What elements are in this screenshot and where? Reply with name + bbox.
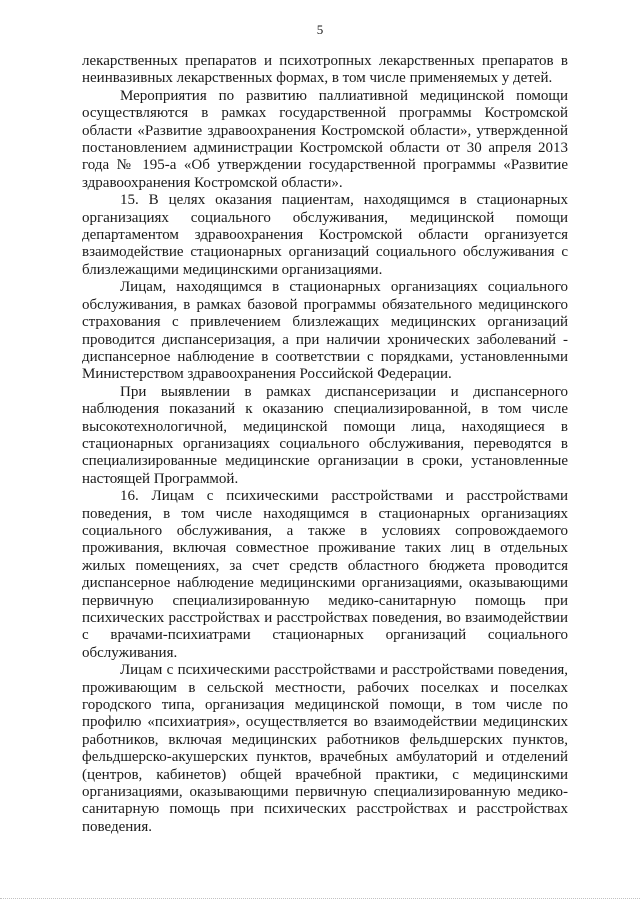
- paragraph-rural-care: Лицам с психическими расстройствами и расстройствами поведения, проживающим в сельской местности, рабочих поселках и поселках городского типа, организация медицинской помощи, в том числе по профилю «психиатрия», осуществляется во взаимодействии медицинских работников, включая медицинских работников фельдшерских пунктов, фельдшерско-акушерских пунктов, врачебных амбулаторий и отделений (центров, кабинетов) общей врачебной практики, с медицинскими организациями, оказывающими первичную специализированную медико-санитарную помощь при психических расстройствах и расстройствах поведения.: [82, 662, 568, 835]
- page-number: 5: [316, 22, 324, 37]
- paragraph-dispensary-exam: Лицам, находящимся в стационарных организациях социального обслуживания, в рамках базовой программы обязательного медицинского страхования с привлечением близлежащих медицинских организаций проводится диспансеризация, а при наличии хронических заболеваний - диспансерное наблюдение в соответствии с порядками, установленными Министерством здравоохранения Российской Федерации.: [82, 279, 568, 383]
- document-body: [82, 53, 568, 836]
- paragraph-item-15: 15. В целях оказания пациентам, находящимся в стационарных организациях социального обслуживания, медицинской помощи департаментом здравоохранения Костромской области организуется взаимодействие стационарных организаций социального обслуживания с близлежащими медицинскими организациями.: [82, 192, 568, 278]
- scan-edge-artifact: [0, 898, 640, 903]
- paragraph-specialized-care: При выявлении в рамках диспансеризации и диспансерного наблюдения показаний к оказанию специализированной, в том числе высокотехнологичной, медицинской помощи лица, находящиеся в стационарных организациях социального обслуживания, переводятся в специализированные медицинские организации в сроки, установленные настоящей Программой.: [82, 383, 568, 487]
- paragraph-item-16: 16. Лицам с психическими расстройствами и расстройствами поведения, в том числе находящимся в стационарных организациях социального обслуживания, а также в условиях сопровождаемого проживания, включая совместное проживание таких лиц в отдельных жилых помещениях, за счет средств областного бюджета проводится диспансерное наблюдение медицинскими организациями, оказывающими первичную специализированную медико-санитарную помощь при психических расстройствах и расстройствах поведения, во взаимодействии с врачами-психиатрами стационарных организаций социального обслуживания.: [82, 488, 568, 661]
- paragraph-palliative-care: Мероприятия по развитию паллиативной медицинской помощи осуществляются в рамках государственной программы Костромской области «Развитие здравоохранения Костромской области», утвержденной постановлением администрации Костромской области от 30 апреля 2013 года № 195-а «Об утверждении государственной программы «Развитие здравоохранения Костромской области».: [82, 87, 568, 191]
- paragraph-continuation: лекарственных препаратов и психотропных лекарственных препаратов в неинвазивных лекарственных формах, в том числе применяемых у детей.: [82, 53, 568, 87]
